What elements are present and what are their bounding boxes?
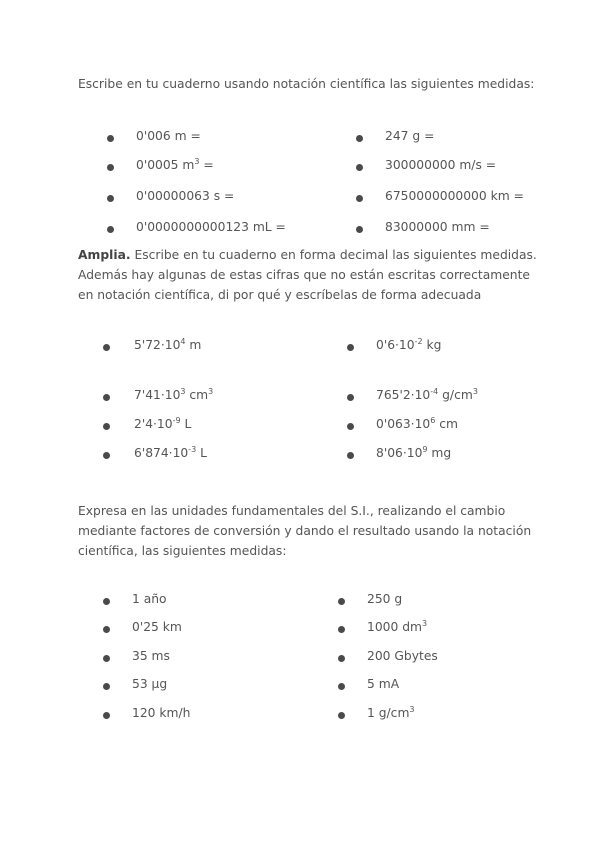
- measurement-item: [367, 706, 415, 720]
- measurement-item: [132, 706, 190, 720]
- bullet-icon: [356, 195, 363, 202]
- bullet-icon: [103, 626, 110, 633]
- measurement-unit: L: [180, 417, 192, 431]
- bullet-icon: [103, 655, 110, 662]
- measurement-unit: cm: [185, 388, 209, 402]
- measurement-text: 8'06·10: [376, 446, 423, 460]
- instruction-1: Escribe en tu cuaderno usando notación científica las siguientes medidas:: [78, 77, 535, 91]
- measurement-item: [136, 189, 234, 203]
- bullet-icon: [356, 164, 363, 171]
- exponent: 9: [422, 444, 428, 454]
- bullet-icon: [356, 135, 363, 142]
- exponent: 3: [194, 156, 200, 166]
- bullet-icon: [103, 683, 110, 690]
- bullet-icon: [347, 344, 354, 351]
- instruction-3: Expresa en las unidades fundamentales del S.I., realizando el cambio mediante factores de conversión y dando el resultado usando la notación científica, las siguientes medidas:: [78, 504, 532, 558]
- measurement-text: 0'0000000000123 mL =: [136, 220, 286, 234]
- instruction-2: [78, 245, 538, 305]
- measurement-unit: g/cm: [438, 388, 473, 402]
- bullet-icon: [103, 344, 110, 351]
- measurement-item: [134, 338, 201, 352]
- exponent: -3: [188, 444, 197, 454]
- measurement-text: 83000000 mm =: [385, 220, 490, 234]
- exponent: -4: [430, 386, 439, 396]
- measurement-text: 247 g =: [385, 129, 435, 143]
- exponent: 6: [430, 415, 436, 425]
- measurement-text: 53 µg: [132, 677, 168, 691]
- measurement-item: [132, 677, 167, 691]
- measurement-unit: mg: [427, 446, 452, 460]
- bullet-icon: [347, 394, 354, 401]
- measurement-item: [367, 620, 427, 634]
- measurement-text: 35 ms: [132, 649, 170, 663]
- measurement-text: 200 Gbytes: [367, 649, 438, 663]
- bullet-icon: [103, 712, 110, 719]
- measurement-text: 765'2·10: [376, 388, 431, 402]
- exponent: 3: [180, 386, 186, 396]
- exponent: 3: [422, 618, 428, 628]
- exponent: -9: [172, 415, 181, 425]
- measurement-item: [376, 338, 441, 352]
- measurement-text: 0'0005 m: [136, 158, 195, 172]
- measurement-text: 7'41·10: [134, 388, 181, 402]
- measurement-text: 5'72·10: [134, 338, 181, 352]
- measurement-unit: kg: [422, 338, 442, 352]
- measurement-item: [367, 592, 402, 606]
- measurement-item: [376, 446, 451, 460]
- measurement-text: 5 mA: [367, 677, 400, 691]
- measurement-text: 300000000 m/s =: [385, 158, 497, 172]
- measurement-item: [385, 189, 524, 203]
- unit-exponent: 3: [208, 386, 214, 396]
- measurement-item: [134, 446, 207, 460]
- measurement-item: [385, 220, 490, 234]
- measurement-unit: =: [199, 158, 214, 172]
- measurement-item: [367, 677, 399, 691]
- measurement-text: 1 g/cm: [367, 706, 410, 720]
- measurement-unit: m: [185, 338, 202, 352]
- bullet-icon: [103, 452, 110, 459]
- exponent: -2: [414, 336, 423, 346]
- measurement-item: [134, 388, 213, 402]
- bullet-icon: [338, 598, 345, 605]
- measurement-text: 0'006 m =: [136, 129, 201, 143]
- bullet-icon: [107, 135, 114, 142]
- exponent: 3: [409, 704, 415, 714]
- measurement-item: [367, 649, 438, 663]
- measurement-text: 6750000000000 km =: [385, 189, 524, 203]
- measurement-item: [134, 417, 191, 431]
- bullet-icon: [338, 712, 345, 719]
- measurement-item: [132, 649, 170, 663]
- measurement-text: 0'063·10: [376, 417, 431, 431]
- bullet-icon: [107, 226, 114, 233]
- measurement-text: 0'25 km: [132, 620, 182, 634]
- measurement-item: [132, 592, 167, 606]
- exponent: 4: [180, 336, 186, 346]
- measurement-text: 2'4·10: [134, 417, 173, 431]
- amplia-label: Amplia.: [78, 248, 131, 262]
- bullet-icon: [103, 394, 110, 401]
- bullet-icon: [107, 164, 114, 171]
- bullet-icon: [103, 598, 110, 605]
- bullet-icon: [103, 423, 110, 430]
- measurement-item: [376, 388, 478, 402]
- measurement-item: [136, 158, 214, 172]
- measurement-unit: cm: [435, 417, 458, 431]
- bullet-icon: [107, 195, 114, 202]
- measurement-item: [385, 158, 496, 172]
- bullet-icon: [338, 655, 345, 662]
- bullet-icon: [338, 683, 345, 690]
- bullet-icon: [356, 226, 363, 233]
- measurement-item: [376, 417, 458, 431]
- measurement-text: 0'00000063 s =: [136, 189, 235, 203]
- bullet-icon: [347, 423, 354, 430]
- measurement-text: 0'6·10: [376, 338, 415, 352]
- measurement-text: 120 km/h: [132, 706, 191, 720]
- measurement-item: [136, 220, 286, 234]
- measurement-item: [385, 129, 434, 143]
- measurement-item: [136, 129, 201, 143]
- measurement-text: 1000 dm: [367, 620, 422, 634]
- bullet-icon: [338, 626, 345, 633]
- measurement-item: [132, 620, 182, 634]
- bullet-icon: [347, 452, 354, 459]
- unit-exponent: 3: [472, 386, 478, 396]
- measurement-text: 6'874·10: [134, 446, 189, 460]
- measurement-text: 250 g: [367, 592, 403, 606]
- measurement-unit: L: [196, 446, 207, 460]
- measurement-text: 1 año: [132, 592, 167, 606]
- instruction-2-text: Escribe en tu cuaderno en forma decimal las siguientes medidas. Además hay algunas de estas cifras que no están escritas correctamente en notación científica, di por qué y escríbelas de forma adecuada: [78, 248, 537, 302]
